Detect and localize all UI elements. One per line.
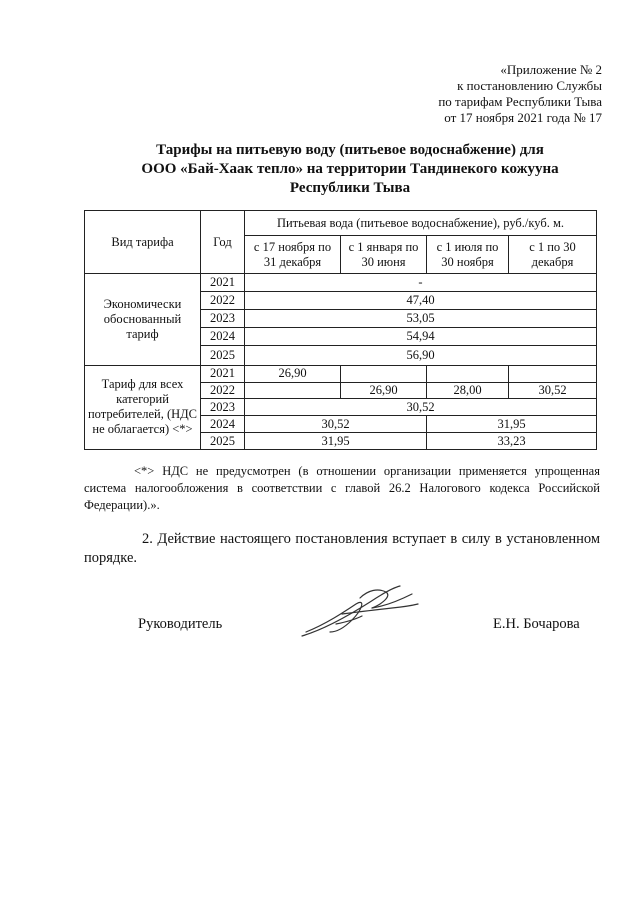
vat-footnote: <*> НДС не предусмотрен (в отношении организации применяется упрощенная система налогообложения в соответствии с главой 26.2 Налогового кодекса Российской Федерации).». <box>84 464 600 512</box>
header-tariff-type: Вид тарифа <box>85 211 201 274</box>
year-cell: 2023 <box>201 309 245 327</box>
value-cell: 56,90 <box>245 345 597 365</box>
empty-cell <box>341 365 427 382</box>
period-header: с 17 ноября по 31 декабря <box>245 236 341 274</box>
effective-clause: 2. Действие настоящего постановления вступает в силу в установленном порядке. <box>84 531 600 566</box>
year-cell: 2023 <box>201 399 245 416</box>
value-cell: 31,95 <box>245 433 427 450</box>
value-cell: 26,90 <box>341 382 427 399</box>
table-header-row <box>85 211 597 236</box>
year-cell: 2024 <box>201 416 245 433</box>
year-cell: 2021 <box>201 365 245 382</box>
year-cell: 2022 <box>201 292 245 310</box>
handwritten-signature <box>296 580 426 642</box>
title-line-1: Тарифы на питьевую воду (питьевое водоснабжение) для <box>156 142 544 158</box>
value-cell: 26,90 <box>245 365 341 382</box>
value-cell: 30,52 <box>509 382 597 399</box>
empty-cell <box>245 382 341 399</box>
annex-header <box>438 62 602 126</box>
empty-cell <box>427 365 509 382</box>
table-row <box>85 274 597 292</box>
year-cell: 2021 <box>201 274 245 292</box>
year-cell: 2025 <box>201 345 245 365</box>
table-row <box>85 365 597 382</box>
signatory-name: Е.Н. Бочарова <box>493 616 580 632</box>
value-cell: 54,94 <box>245 327 597 345</box>
value-cell: 28,00 <box>427 382 509 399</box>
title-line-2: ООО «Бай-Хаак тепло» на территории Тандинекого кожууна <box>141 161 559 177</box>
economic-tariff-label: Экономически обоснованный тариф <box>85 274 201 366</box>
annex-line-3: по тарифам Республики Тыва <box>438 94 602 109</box>
period-header: с 1 июля по 30 ноября <box>427 236 509 274</box>
value-cell: - <box>245 274 597 292</box>
annex-line-1: «Приложение № 2 <box>500 62 602 77</box>
year-cell: 2024 <box>201 327 245 345</box>
annex-line-2: к постановлению Службы <box>457 78 602 93</box>
value-cell: 47,40 <box>245 292 597 310</box>
header-year: Год <box>201 211 245 274</box>
period-header: с 1 января по 30 июня <box>341 236 427 274</box>
value-cell: 30,52 <box>245 416 427 433</box>
value-cell: 31,95 <box>427 416 597 433</box>
signatory-role: Руководитель <box>138 616 223 632</box>
title-line-3: Республики Тыва <box>289 180 411 196</box>
tariff-table <box>84 210 597 450</box>
value-cell: 30,52 <box>245 399 597 416</box>
period-header: с 1 по 30 декабря <box>509 236 597 274</box>
value-cell: 53,05 <box>245 309 597 327</box>
consumer-tariff-label: Тариф для всех категорий потребителей, (НДС не облагается) <*> <box>85 365 201 449</box>
header-water-group: Питьевая вода (питьевое водоснабжение), руб./куб. м. <box>245 211 597 236</box>
value-cell: 33,23 <box>427 433 597 450</box>
year-cell: 2022 <box>201 382 245 399</box>
year-cell: 2025 <box>201 433 245 450</box>
empty-cell <box>509 365 597 382</box>
document-title <box>70 141 630 198</box>
annex-line-4: от 17 ноября 2021 года № 17 <box>444 110 602 125</box>
